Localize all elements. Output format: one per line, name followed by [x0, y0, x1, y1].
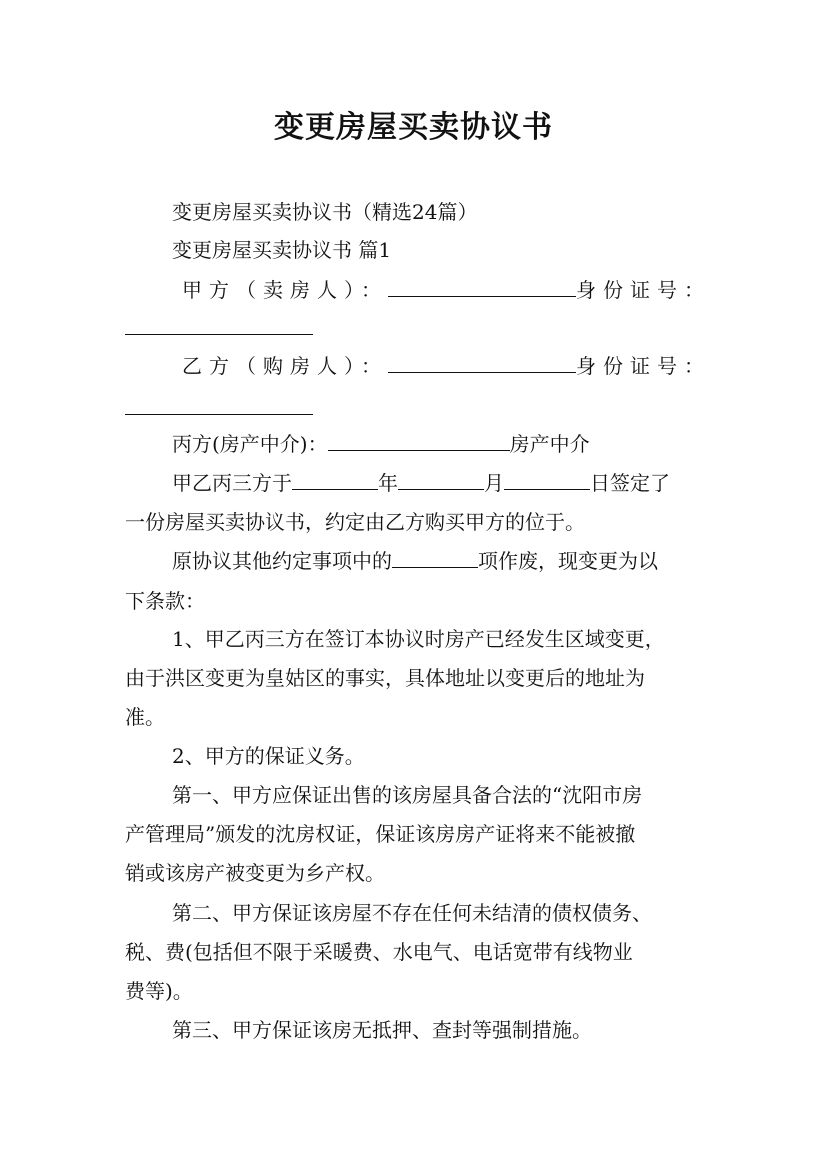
year-label: 年 — [378, 471, 398, 495]
body-line: 产管理局”颁发的沈房权证，保证该房房产证将来不能被撤 — [125, 822, 636, 846]
party-a-id-label: 身份证号： — [576, 278, 711, 302]
month-blank — [398, 471, 484, 490]
party-c-line — [172, 432, 590, 456]
body-line: 税、费(包括但不限于采暖费、水电气、电话宽带有线物业 — [125, 940, 633, 964]
section-heading: 变更房屋买卖协议书 篇1 — [172, 238, 392, 262]
subtitle-line: 变更房屋买卖协议书（精选24篇） — [172, 200, 478, 224]
party-b-line — [182, 354, 711, 378]
clause-2-heading: 2、甲方的保证义务。 — [172, 744, 365, 768]
body-line: 下条款： — [125, 589, 205, 613]
amend-suffix: 项作废，现变更为以 — [478, 549, 658, 573]
party-c-suffix: 房产中介 — [509, 432, 590, 456]
guarantee-1-line: 第一、甲方应保证出售的该房屋具备合法的“沈阳市房 — [172, 783, 643, 807]
party-a-label: 甲方（卖房人）： — [182, 278, 388, 302]
body-line: 销或该房产被变更为乡产权。 — [125, 861, 385, 885]
date-prefix: 甲乙丙三方于 — [172, 471, 292, 495]
party-a-blank — [388, 278, 576, 297]
party-c-label: 丙方(房产中介)： — [172, 432, 328, 456]
party-b-label: 乙方（购房人）： — [182, 354, 388, 378]
party-b-blank — [388, 354, 576, 373]
amend-line — [172, 549, 658, 573]
body-line: 准。 — [125, 705, 165, 729]
clause-1-line: 1、甲乙丙三方在签订本协议时房产已经发生区域变更， — [172, 627, 665, 651]
item-blank — [392, 549, 478, 568]
party-b-id-label: 身份证号： — [576, 354, 711, 378]
party-c-blank — [328, 432, 510, 451]
guarantee-2-line: 第二、甲方保证该房屋不存在任何未结清的债权债务、 — [172, 901, 652, 925]
month-label: 月 — [484, 471, 504, 495]
body-line: 由于洪区变更为皇姑区的事实，具体地址以变更后的地址为 — [125, 666, 645, 690]
amend-prefix: 原协议其他约定事项中的 — [172, 549, 392, 573]
party-a-line — [182, 278, 711, 302]
body-line: 费等)。 — [125, 979, 193, 1003]
party-b-id-blank — [125, 414, 313, 415]
day-label: 日签定了 — [590, 471, 670, 495]
year-blank — [292, 471, 378, 490]
day-blank — [504, 471, 590, 490]
date-line — [172, 471, 670, 495]
party-a-id-blank — [125, 334, 313, 335]
body-line: 一份房屋买卖协议书，约定由乙方购买甲方的位于。 — [125, 510, 585, 534]
page-title: 变更房屋买卖协议书 — [274, 110, 553, 145]
guarantee-3-line: 第三、甲方保证该房无抵押、查封等强制措施。 — [172, 1018, 592, 1042]
